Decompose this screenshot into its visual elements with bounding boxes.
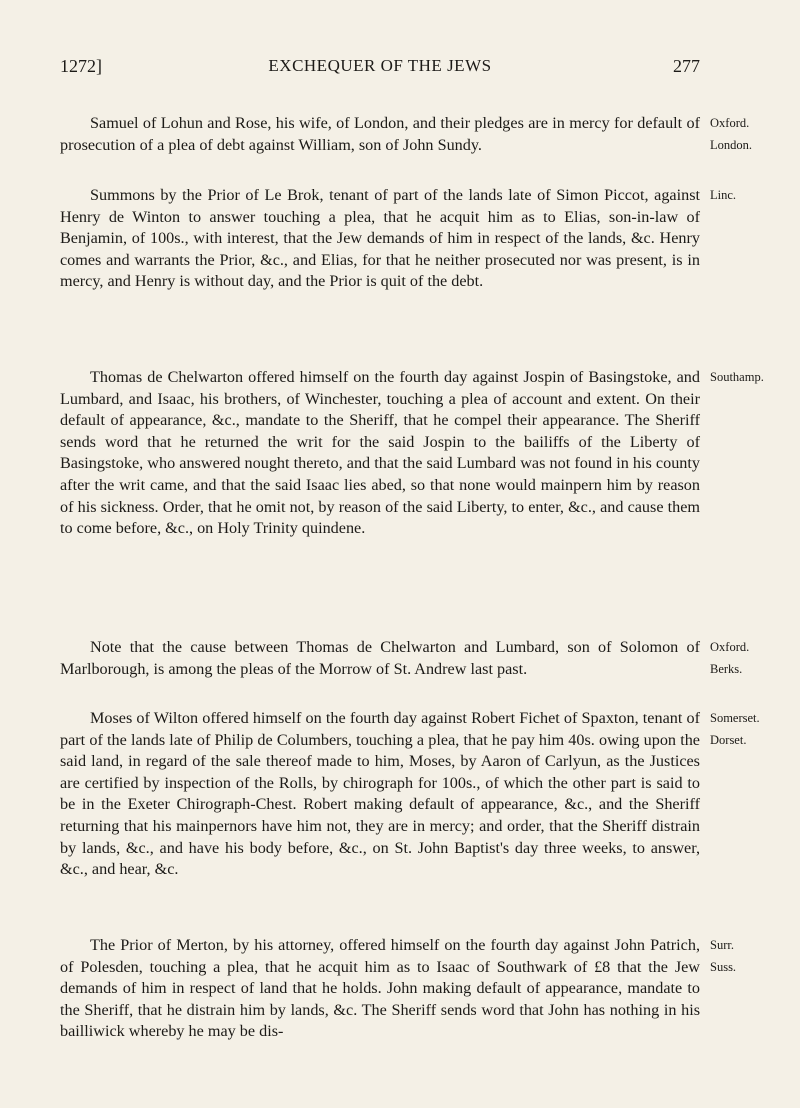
entry-text: Samuel of Lohun and Rose, his wife, of London, and their pledges are in mercy for default of prosecution of a plea of debt against William, son of John Sundy. xyxy=(60,114,700,154)
entry-3 xyxy=(60,367,700,540)
margin-county: Linc. xyxy=(710,188,737,202)
margin-county: Oxford. xyxy=(710,116,750,130)
entry-text: Summons by the Prior of Le Brok, tenant of part of the lands late of Simon Piccot, against Henry de Winton to answer touching a plea, that he acquit him as to Elias, son-in-law of Benjamin, of 100s., with interest, that the Jew demands of him in respect of the lands, &c. Henry comes and warrants the Prior, &c., and Elias, for that he neither prosecuted nor was present, is in mercy, and Henry is without day, and the Prior is quit of the debt. xyxy=(60,186,700,291)
entry-6 xyxy=(60,935,700,1043)
entry-text: Thomas de Chelwarton offered himself on the fourth day against Jospin of Basingstoke, and Lumbard, and Isaac, his brothers, of Winchester, touching a plea of account and extent. On their default of appearance, &c., mandate to the Sheriff, that he compel their appearance. The Sheriff sends word that he returned the writ for the said Jospin to the bailiffs of the Liberty of Basingstoke, who answered nought thereto, and that the said Lumbard was not found in his county after the writ came, and that the said Isaac lies abed, so that none would mainpern him by reason of his sickness. Order, that he omit not, by reason of the said Liberty, to enter, &c., and cause them to come before, &c., on Holy Trinity quindene. xyxy=(60,368,700,538)
margin-county: Surr. xyxy=(710,938,734,952)
header-year: 1272] xyxy=(60,56,102,76)
margin-county: Oxford. xyxy=(710,640,750,654)
margin-county: Suss. xyxy=(710,959,737,974)
entry-text: Note that the cause between Thomas de Chelwarton and Lumbard, son of Solomon of Marlborough, is among the pleas of the Morrow of St. Andrew last past. xyxy=(60,638,700,678)
margin-note-3 xyxy=(710,367,795,389)
entry-2 xyxy=(60,185,700,293)
header-title: EXCHEQUER OF THE JEWS xyxy=(268,56,492,75)
entry-1 xyxy=(60,113,700,156)
margin-county: Dorset. xyxy=(710,732,747,747)
margin-county: London. xyxy=(710,137,753,152)
page-number: 277 xyxy=(673,56,700,76)
margin-county: Southamp. xyxy=(710,370,764,384)
margin-county: Somerset. xyxy=(710,711,760,725)
entry-5 xyxy=(60,708,700,881)
entry-text: Moses of Wilton offered himself on the fourth day against Robert Fichet of Spaxton, tenant of part of the lands late of Philip de Columbers, touching a plea, that he pay him 40s. owing upon the said land, in regard of the sale thereof made to him, Moses, by Aaron of Carlyun, as the Justices are certified by inspection of the Rolls, by chirograph for 100s., of which the other part is said to be in the Exeter Chirograph-Chest. Robert making default of appearance, &c., and the Sheriff returning that his mainpernors have him not, they are in mercy; and order, that the Sheriff distrain by lands, &c., and have his body before, &c., on St. John Baptist's day three weeks, to answer, &c., and hear, &c. xyxy=(60,709,700,879)
entry-text: The Prior of Merton, by his attorney, offered himself on the fourth day against John Patrich, of Polesden, touching a plea, that he acquit him as to Isaac of Southwark of £8 that the Jew demands of him in respect of land that he holds. John making default of appearance, mandate to the Sheriff, that he distrain him by lands, &c. The Sheriff sends word that John has nothing in his bailliwick whereby he may be dis- xyxy=(60,936,700,1041)
margin-county: Berks. xyxy=(710,661,743,676)
margin-note-2 xyxy=(710,185,795,207)
margin-note-4 xyxy=(710,637,795,680)
margin-note-6 xyxy=(710,935,795,978)
running-header xyxy=(60,56,700,80)
margin-note-5 xyxy=(710,708,795,751)
entry-4 xyxy=(60,637,700,680)
margin-note-1 xyxy=(710,113,795,156)
